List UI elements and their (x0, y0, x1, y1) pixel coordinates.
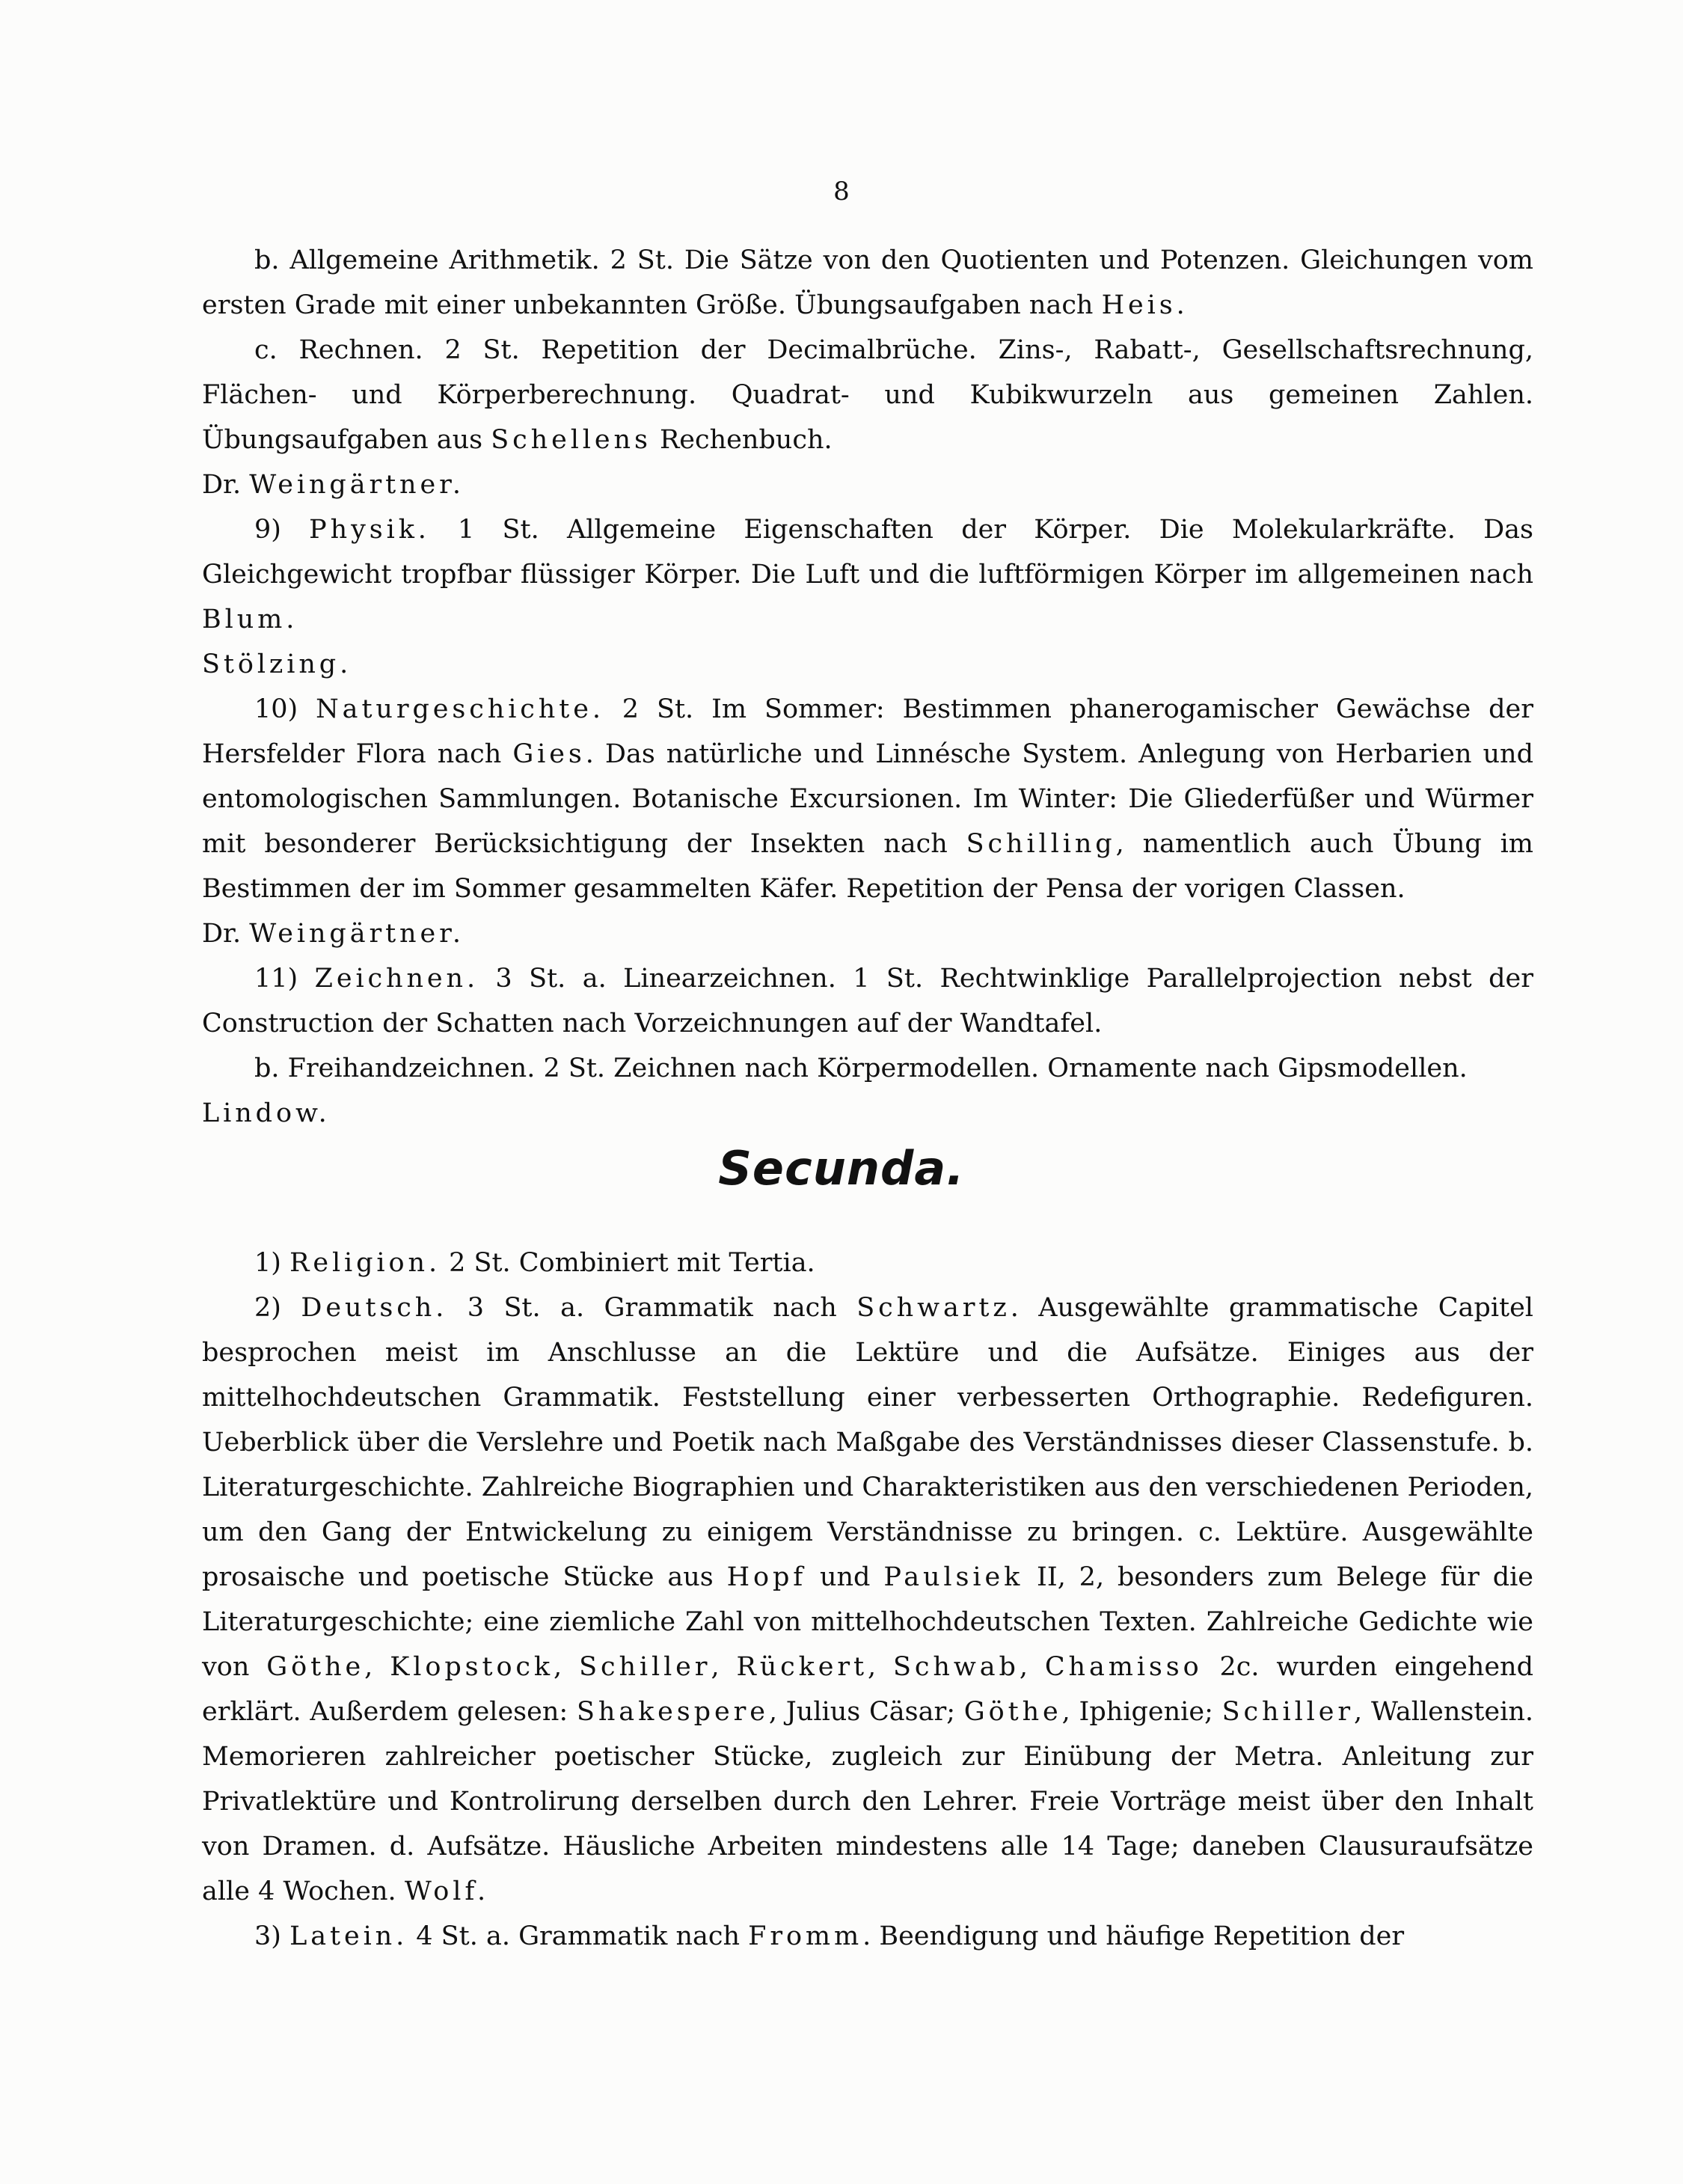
author-rueckert: Rückert (736, 1652, 868, 1682)
deutsch-text: , Julius Cäsar; (768, 1697, 964, 1727)
subject-title: Latein. (289, 1921, 408, 1951)
natur-text: , namentlich auch Übung im Bestimmen der im Sommer gesammelten Käfer. Repetition der Pensa der vorigen Classen. (202, 829, 1533, 904)
teacher-name: Weingärtner. (249, 919, 465, 949)
signature-zeichnen (202, 1091, 1533, 1136)
religion-text: 2 St. Combiniert mit Tertia. (440, 1248, 815, 1278)
signature-naturgeschichte (202, 911, 1533, 956)
deutsch-text: , Iphigenie; (1061, 1697, 1222, 1727)
subject-title: Deutsch. (301, 1293, 448, 1323)
natur-text: . Das natürliche und Linnésche System. Anlegung von Herbarien und entomologischen Sammlungen. Botanische Excursionen. Im Winter: Die Gliederfüßer und Würmer mit besonderer Berücksichtigung der Insekten nach (202, 739, 1533, 859)
deutsch-text: II, 2, besonders zum Belege für die Literaturgeschichte; eine ziemliche Zahl von mittelhochdeutschen Texten. Zahlreiche Gedichte wie von (202, 1562, 1534, 1682)
paragraph-freihandzeichnen (202, 1046, 1533, 1091)
author-schiller: Schiller (579, 1652, 711, 1682)
paragraph-latein (202, 1914, 1533, 1959)
author-fromm: Fromm (748, 1921, 863, 1951)
deutsch-text: 2c. wurden eingehend erklärt. Außerdem gelesen: (202, 1652, 1533, 1727)
arithmetik-text: b. Allgemeine Arithmetik. 2 St. Die Sätze von den Quotienten und Potenzen. Gleichungen vom ersten Grade mit einer unbekannten Größe. Übungsaufgaben nach (202, 245, 1533, 320)
author-klopstock: Klopstock (390, 1652, 554, 1682)
lower-text-block (202, 1241, 1533, 1959)
signature-rechnen (202, 462, 1533, 507)
arithmetik-suffix: . (1176, 290, 1185, 320)
subject-title: Religion. (289, 1248, 441, 1278)
section-heading: Secunda. (718, 1141, 965, 1196)
author-schiller: Schiller (1221, 1697, 1355, 1727)
teacher-title: Dr. (202, 470, 242, 500)
author-schwartz: Schwartz (856, 1293, 1011, 1323)
author-goethe: Göthe (963, 1697, 1062, 1727)
freihand-text: b. Freihandzeichnen. 2 St. Zeichnen nach Körpermodellen. Ornamente nach Gipsmodellen. (254, 1053, 1468, 1083)
teacher-name: Weingärtner. (249, 470, 465, 500)
latein-text: 4 St. a. Grammatik nach (408, 1921, 749, 1951)
paragraph-physik (202, 507, 1533, 642)
separator: , (364, 1652, 390, 1682)
rechnen-text: c. Rechnen. 2 St. Repetition der Decimalbrüche. Zins-, Rabatt-, Gesellschaftsrechnung, Flächen- und Körperberechnung. Quadrat- und Kubikwurzeln aus gemeinen Zahlen. Übungsaufgaben aus (202, 335, 1533, 455)
deutsch-text: , Wallenstein. Memorieren zahlreicher poetischer Stücke, zugleich zur Einübung der Metra. Anleitung zur Privatlektüre und Kontrolirung derselben durch den Lehrer. Freie Vorträge meist über den Inhalt von Dramen. d. Aufsätze. Häusliche Arbeiten mindestens alle 14 Tage; daneben Clausuraufsätze alle 4 Wochen. (202, 1697, 1533, 1906)
upper-text-block (202, 238, 1533, 1136)
deutsch-text: . Ausgewählte grammatische Capitel besprochen meist im Anschlusse an die Lektüre und die Aufsätze. Einiges aus der mittelhochdeutschen Grammatik. Feststellung einer verbesserten Orthographie. Redefiguren. Ueberblick über die Verslehre und Poetik nach Maßgabe des Verständnisses dieser Classenstufe. b. Literaturgeschichte. Zahlreiche Biographien und Charakteristiken aus den verschiedenen Perioden, um den Gang der Entwickelung zu einigem Verständnisse zu bringen. c. Lektüre. Ausgewählte prosaische und poetische Stücke aus (202, 1293, 1533, 1592)
subject-title: Zeichnen. (314, 964, 479, 994)
latein-text: . Beendigung und häufige Repetition der (862, 1921, 1405, 1951)
item-number: 11) (254, 964, 298, 994)
paragraph-zeichnen (202, 956, 1533, 1046)
separator: , (711, 1652, 737, 1682)
zeichnen-text: 3 St. a. Linearzeichnen. 1 St. Rechtwinklige Parallelprojection nebst der Construction der Schatten nach Vorzeichnungen auf der Wandtafel. (202, 964, 1533, 1039)
natur-text: 2 St. Im Sommer: Bestimmen phanerogamischer Gewächse der Hersfelder Flora nach (202, 694, 1533, 769)
physik-text: 1 St. Allgemeine Eigenschaften der Körper. Die Molekularkräfte. Das Gleichgewicht tropfbar flüssiger Körper. Die Luft und die luftförmigen Körper im allgemeinen nach (202, 515, 1533, 590)
item-number: 10) (254, 694, 298, 724)
paragraph-arithmetik (202, 238, 1533, 328)
teacher-name: Lindow. (202, 1098, 331, 1128)
teacher-name: Wolf. (404, 1876, 490, 1906)
separator: , (868, 1652, 894, 1682)
author-blum: Blum (202, 605, 286, 634)
item-number: 3) (254, 1921, 281, 1951)
teacher-name: Stölzing. (202, 649, 352, 679)
paragraph-religion (202, 1241, 1533, 1285)
author-heis: Heis (1101, 290, 1177, 320)
item-number: 2) (254, 1293, 281, 1323)
deutsch-text: und (806, 1562, 884, 1592)
author-hopf: Hopf (726, 1562, 807, 1592)
paragraph-rechnen (202, 328, 1533, 462)
separator: , (1019, 1652, 1045, 1682)
author-gies: Gies (512, 739, 586, 769)
author-chamisso: Chamisso (1044, 1652, 1203, 1682)
author-goethe: Göthe (266, 1652, 365, 1682)
teacher-title: Dr. (202, 919, 242, 949)
signature-physik (202, 642, 1533, 687)
author-schellens: Schellens (491, 425, 652, 455)
author-shakespere: Shakespere (576, 1697, 769, 1727)
rechnen-text-end: Rechenbuch. (651, 425, 833, 455)
deutsch-text: 3 St. a. Grammatik nach (447, 1293, 857, 1323)
separator: , (554, 1652, 580, 1682)
subject-title: Physik. (309, 515, 430, 545)
paragraph-deutsch (202, 1285, 1533, 1914)
author-schilling: Schilling (966, 829, 1116, 859)
author-paulsiek: Paulsiek (883, 1562, 1024, 1592)
physik-suffix: . (286, 605, 295, 634)
author-schwab: Schwab (893, 1652, 1020, 1682)
subject-title: Naturgeschichte. (316, 694, 604, 724)
page-number: 8 (833, 177, 850, 207)
paragraph-naturgeschichte (202, 687, 1533, 911)
item-number: 9) (254, 515, 281, 545)
item-number: 1) (254, 1248, 281, 1278)
